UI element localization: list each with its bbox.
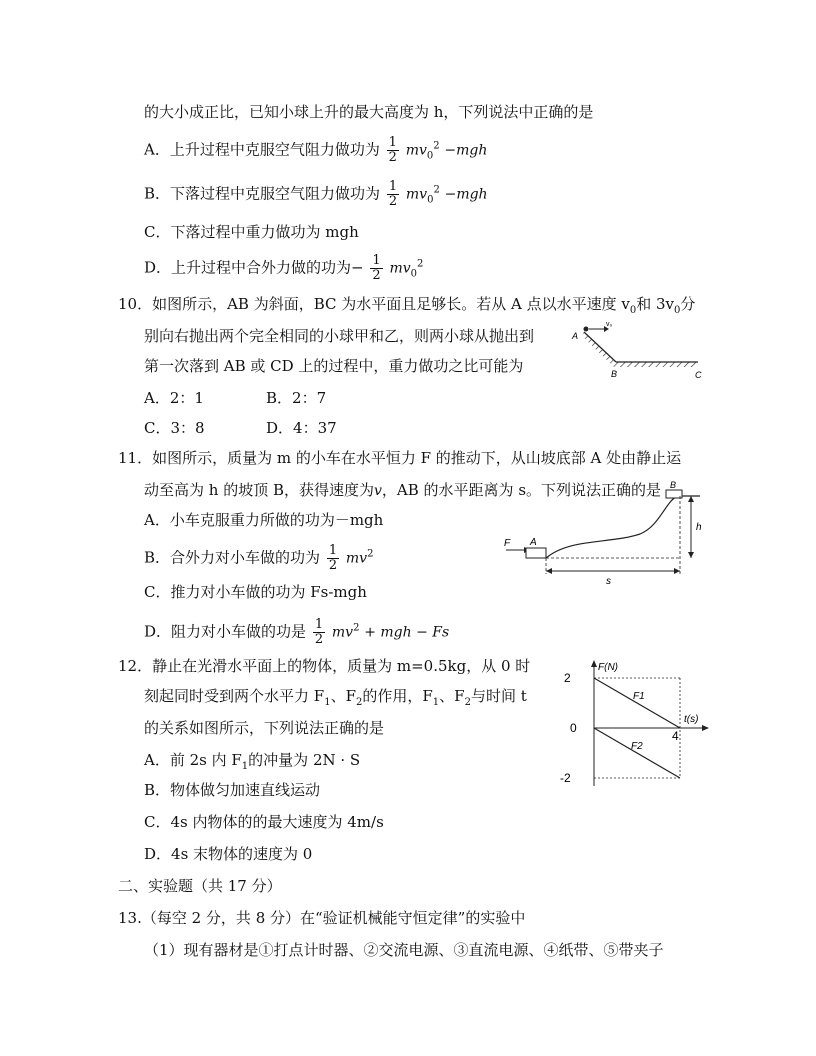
q11-line1: 11．如图所示，质量为 m 的小车在水平恒力 F 的推动下，从山坡底部 A 处由静止运: [118, 449, 682, 467]
label-h: h: [696, 522, 702, 533]
s-arrow-left: [546, 568, 552, 574]
q11-option-a: A．小车克服重力所做的功为－mgh: [144, 511, 384, 529]
q12-option-b: B．物体做匀加速直线运动: [144, 781, 321, 799]
half-fraction: $\frac{1}{2}$: [314, 617, 324, 647]
q9-option-d: D．上升过程中合外力做的功为− $\frac{1}{2}$ $mv_0^2$: [144, 253, 424, 283]
series-label-f1: F1: [633, 691, 645, 702]
q10-line3: 第一次落到 AB 或 CD 上的过程中，重力做功之比可能为: [144, 357, 524, 375]
series-label-f2: F2: [631, 741, 643, 752]
q10-incline-figure: [568, 320, 708, 380]
label-a: A: [530, 537, 537, 548]
q12-option-d: D．4s 末物体的速度为 0: [144, 845, 313, 863]
y-axis-arrowhead: [591, 660, 597, 667]
h-arrow-bottom: [688, 552, 694, 558]
label-s: s: [606, 576, 611, 587]
q9-stem-tail: 的大小成正比，已知小球上升的最大高度为 h，下列说法中正确的是: [144, 103, 594, 121]
q10-option-d: D．4：37: [266, 419, 337, 437]
y-tick-label: -2: [560, 771, 571, 785]
half-fraction: $\frac{1}{2}$: [328, 543, 338, 573]
half-fraction: $\frac{1}{2}$: [388, 135, 397, 165]
q11-option-c: C．推力对小车做的功为 Fs-mgh: [144, 583, 367, 601]
label-c: C: [695, 370, 702, 380]
label-b: B: [611, 369, 618, 379]
q12-line1: 12．静止在光滑水平面上的物体，质量为 m=0.5kg，从 0 时: [118, 657, 531, 675]
label-b: B: [670, 480, 677, 490]
q11-line2: 动至高为 h 的坡顶 B，获得速度为v，AB 的水平距离为 s。下列说法正确的是: [144, 481, 662, 499]
q12-line2: 刻起同时受到两个水平力 $F_1$、$F_2$的作用，$F_1$、$F_2$与时间 t: [144, 687, 527, 708]
x-tick-label: 4: [672, 729, 679, 743]
q12-option-a: A．前 2s 内 $F_1$的冲量为 2N · S: [144, 751, 361, 772]
force-time-chart: [556, 658, 716, 792]
s-arrow-right: [674, 568, 680, 574]
q10-line2: 别向右抛出两个完全相同的小球甲和乙，则两小球从抛出到: [144, 327, 535, 345]
half-fraction: $\frac{1}{2}$: [388, 179, 398, 209]
q9-option-c: C．下落过程中重力做功为 mgh: [144, 223, 359, 241]
h-arrow-top: [688, 496, 694, 502]
q12-option-c: C．4s 内物体的的最大速度为 4m/s: [144, 813, 384, 831]
q10-line1: 10．如图所示，AB 为斜面，BC 为水平面且足够长。若从 A 点以水平速度 $v_0$和 $3v_0$分: [118, 295, 696, 316]
cart: [526, 548, 546, 558]
label-v0: v₀: [606, 321, 613, 328]
cart-top: [666, 490, 682, 498]
q13-line2: （1）现有器材是①打点计时器、②交流电源、③直流电源、④纸带、⑤带夹子: [144, 941, 664, 959]
half-fraction: $\frac{1}{2}$: [372, 253, 381, 283]
q12-line3: 的关系如图所示，下列说法正确的是: [144, 719, 385, 737]
q9-option-a: A．上升过程中克服空气阻力做功为 $\frac{1}{2}$ $mv_0^2 -mgh$: [144, 135, 488, 165]
slope-line: [584, 332, 616, 362]
x-axis-arrowhead: [702, 725, 709, 731]
q10-option-c: C．3：8: [144, 419, 205, 437]
label-f: F: [504, 538, 511, 549]
y-tick-label: 0: [570, 721, 577, 735]
hill-curve: [546, 496, 700, 558]
ball: [584, 327, 589, 332]
q10-option-b: B．2：7: [266, 389, 327, 407]
series-line-f1: [594, 678, 680, 728]
series-line-f2: [594, 728, 680, 778]
q11-option-b: B．合外力对小车做的功为 $\frac{1}{2}$ $mv^2$: [144, 543, 374, 573]
label-a: A: [572, 331, 579, 341]
y-axis-label: F(N): [598, 662, 618, 673]
q13-line1: 13.（每空 2 分，共 8 分）在“验证机械能守恒定律”的实验中: [118, 909, 526, 927]
y-tick-label: 2: [564, 671, 571, 685]
q10-option-a: A．2：1: [144, 389, 204, 407]
x-axis-label: t(s): [684, 714, 699, 725]
section-title: 二、实验题（共 17 分）: [118, 877, 282, 895]
q9-option-b: B．下落过程中克服空气阻力做功为 $\frac{1}{2}$ $mv_0^2 -mgh$: [144, 179, 488, 209]
q11-hill-figure: [500, 478, 710, 587]
q11-option-d: D．阻力对小车做的功是 $\frac{1}{2}$ $mv^2$ + mgh − Fs: [144, 617, 450, 647]
